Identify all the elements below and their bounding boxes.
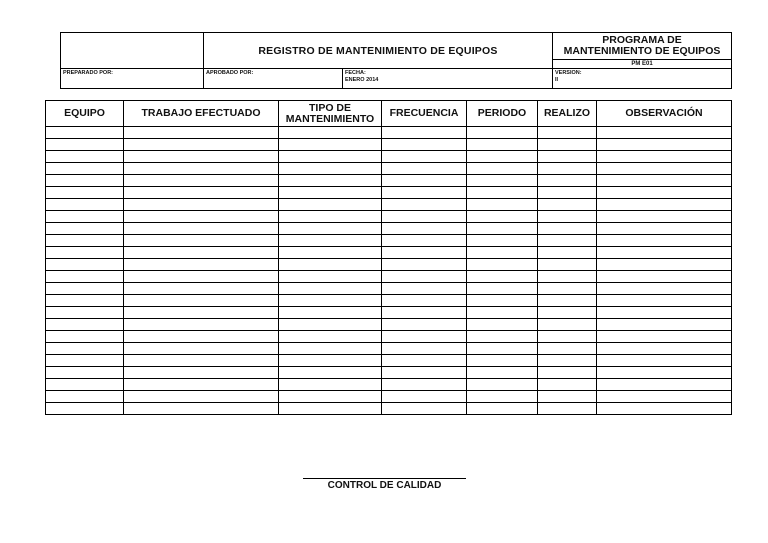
table-cell[interactable] <box>279 391 382 403</box>
table-cell[interactable] <box>382 187 467 199</box>
table-cell[interactable] <box>467 127 538 139</box>
table-cell[interactable] <box>382 259 467 271</box>
table-cell[interactable] <box>538 367 597 379</box>
table-cell[interactable] <box>538 247 597 259</box>
table-cell[interactable] <box>279 403 382 415</box>
version-label: VERSION: <box>555 70 582 76</box>
table-cell[interactable] <box>597 139 732 151</box>
table-cell[interactable] <box>124 127 279 139</box>
col-header-trabajo-efectuado: TRABAJO EFECTUADO <box>124 101 279 127</box>
table-row <box>46 391 732 403</box>
program-title <box>553 33 731 60</box>
table-cell[interactable] <box>597 367 732 379</box>
table-cell[interactable] <box>382 211 467 223</box>
table-cell[interactable] <box>538 259 597 271</box>
table-cell[interactable] <box>538 403 597 415</box>
table-row <box>46 331 732 343</box>
table-cell[interactable] <box>467 391 538 403</box>
col-header-tipo-line2: MANTENIMIENTO <box>285 112 375 125</box>
approved-by-field[interactable] <box>204 69 343 88</box>
table-cell[interactable] <box>382 403 467 415</box>
table-row <box>46 211 732 223</box>
table-cell[interactable] <box>467 355 538 367</box>
table-cell[interactable] <box>467 343 538 355</box>
table-cell[interactable] <box>46 283 124 295</box>
date-label: FECHA: <box>345 70 366 76</box>
table-cell[interactable] <box>46 199 124 211</box>
table-cell[interactable] <box>467 247 538 259</box>
table-cell[interactable] <box>46 235 124 247</box>
table-cell[interactable] <box>279 331 382 343</box>
table-cell[interactable] <box>467 271 538 283</box>
table-cell[interactable] <box>467 379 538 391</box>
table-cell[interactable] <box>46 403 124 415</box>
table-cell[interactable] <box>597 211 732 223</box>
table-cell[interactable] <box>124 343 279 355</box>
table-cell[interactable] <box>597 247 732 259</box>
table-cell[interactable] <box>46 259 124 271</box>
table-cell[interactable] <box>279 319 382 331</box>
table-cell[interactable] <box>279 199 382 211</box>
date-value: ENERO 2014 <box>345 77 379 83</box>
table-cell[interactable] <box>597 379 732 391</box>
table-cell[interactable] <box>597 319 732 331</box>
table-cell[interactable] <box>382 283 467 295</box>
signature-label: CONTROL DE CALIDAD <box>327 480 442 491</box>
table-cell[interactable] <box>467 139 538 151</box>
table-row <box>46 283 732 295</box>
table-cell[interactable] <box>46 151 124 163</box>
table-cell[interactable] <box>46 379 124 391</box>
prepared-by-label: PREPARADO POR: <box>63 70 114 76</box>
table-row <box>46 367 732 379</box>
table-cell[interactable] <box>597 199 732 211</box>
table-cell[interactable] <box>124 235 279 247</box>
table-cell[interactable] <box>124 271 279 283</box>
table-cell[interactable] <box>279 283 382 295</box>
table-cell[interactable] <box>538 391 597 403</box>
table-cell[interactable] <box>279 343 382 355</box>
table-row <box>46 175 732 187</box>
col-header-frecuencia: FRECUENCIA <box>382 101 467 127</box>
table-cell[interactable] <box>597 391 732 403</box>
table-cell[interactable] <box>382 139 467 151</box>
table-row <box>46 235 732 247</box>
table-cell[interactable] <box>597 331 732 343</box>
table-cell[interactable] <box>538 307 597 319</box>
table-cell[interactable] <box>597 343 732 355</box>
table-row <box>46 271 732 283</box>
maintenance-log-table <box>45 100 732 415</box>
logo-area <box>61 33 204 69</box>
table-cell[interactable] <box>467 307 538 319</box>
table-cell[interactable] <box>46 355 124 367</box>
table-row <box>46 139 732 151</box>
table-cell[interactable] <box>46 295 124 307</box>
table-cell[interactable] <box>597 175 732 187</box>
table-cell[interactable] <box>597 127 732 139</box>
table-cell[interactable] <box>538 319 597 331</box>
table-cell[interactable] <box>597 307 732 319</box>
table-cell[interactable] <box>538 295 597 307</box>
col-header-realizo: REALIZO <box>538 101 597 127</box>
table-cell[interactable] <box>597 151 732 163</box>
table-row <box>46 223 732 235</box>
table-cell[interactable] <box>382 127 467 139</box>
col-header-tipo-line1: TIPO DE <box>308 101 351 114</box>
table-cell[interactable] <box>597 235 732 247</box>
table-cell[interactable] <box>538 355 597 367</box>
table-cell[interactable] <box>382 307 467 319</box>
table-cell[interactable] <box>467 331 538 343</box>
table-cell[interactable] <box>538 139 597 151</box>
table-cell[interactable] <box>382 247 467 259</box>
table-cell[interactable] <box>124 163 279 175</box>
table-cell[interactable] <box>124 139 279 151</box>
table-cell[interactable] <box>46 223 124 235</box>
table-row <box>46 187 732 199</box>
table-cell[interactable] <box>124 283 279 295</box>
prepared-by-field[interactable] <box>61 69 204 88</box>
table-cell[interactable] <box>46 307 124 319</box>
table-cell[interactable] <box>124 379 279 391</box>
table-cell[interactable] <box>597 259 732 271</box>
table-cell[interactable] <box>46 271 124 283</box>
col-header-equipo: EQUIPO <box>46 101 124 127</box>
table-cell[interactable] <box>124 307 279 319</box>
table-cell[interactable] <box>124 211 279 223</box>
table-cell[interactable] <box>382 295 467 307</box>
table-cell[interactable] <box>597 271 732 283</box>
table-cell[interactable] <box>597 283 732 295</box>
table-cell[interactable] <box>279 367 382 379</box>
table-cell[interactable] <box>467 151 538 163</box>
table-cell[interactable] <box>124 247 279 259</box>
table-row <box>46 259 732 271</box>
table-cell[interactable] <box>46 343 124 355</box>
table-cell[interactable] <box>538 343 597 355</box>
table-row <box>46 319 732 331</box>
version-field <box>553 69 731 88</box>
table-cell[interactable] <box>279 175 382 187</box>
table-cell[interactable] <box>46 319 124 331</box>
table-cell[interactable] <box>46 247 124 259</box>
table-cell[interactable] <box>538 379 597 391</box>
table-row <box>46 127 732 139</box>
table-cell[interactable] <box>382 235 467 247</box>
signature-line <box>303 478 466 479</box>
table-cell[interactable] <box>467 295 538 307</box>
table-cell[interactable] <box>382 355 467 367</box>
table-cell[interactable] <box>467 187 538 199</box>
table-cell[interactable] <box>382 391 467 403</box>
table-row <box>46 355 732 367</box>
table-cell[interactable] <box>46 367 124 379</box>
table-row <box>46 199 732 211</box>
document-title: REGISTRO DE MANTENIMIENTO DE EQUIPOS <box>204 33 553 69</box>
table-cell[interactable] <box>382 175 467 187</box>
approved-by-label: APROBADO POR: <box>206 70 254 76</box>
table-cell[interactable] <box>279 247 382 259</box>
table-row <box>46 379 732 391</box>
table-cell[interactable] <box>124 391 279 403</box>
table-row <box>46 307 732 319</box>
table-cell[interactable] <box>279 163 382 175</box>
table-cell[interactable] <box>279 127 382 139</box>
table-cell[interactable] <box>467 211 538 223</box>
table-cell[interactable] <box>467 223 538 235</box>
table-cell[interactable] <box>382 319 467 331</box>
table-cell[interactable] <box>382 223 467 235</box>
table-cell[interactable] <box>538 163 597 175</box>
table-cell[interactable] <box>279 379 382 391</box>
table-cell[interactable] <box>597 223 732 235</box>
table-cell[interactable] <box>124 151 279 163</box>
date-field <box>343 69 553 88</box>
table-cell[interactable] <box>46 139 124 151</box>
table-row <box>46 295 732 307</box>
table-cell[interactable] <box>538 199 597 211</box>
table-cell[interactable] <box>467 283 538 295</box>
table-cell[interactable] <box>382 199 467 211</box>
table-cell[interactable] <box>279 307 382 319</box>
table-row <box>46 247 732 259</box>
table-cell[interactable] <box>46 391 124 403</box>
version-value: II <box>555 77 559 83</box>
table-body <box>46 127 732 415</box>
table-cell[interactable] <box>538 211 597 223</box>
table-row <box>46 403 732 415</box>
table-cell[interactable] <box>538 187 597 199</box>
table-cell[interactable] <box>124 331 279 343</box>
table-cell[interactable] <box>467 367 538 379</box>
col-header-periodo: PERIODO <box>467 101 538 127</box>
table-cell[interactable] <box>279 271 382 283</box>
table-row <box>46 151 732 163</box>
table-cell[interactable] <box>382 331 467 343</box>
table-cell[interactable] <box>124 403 279 415</box>
program-title-line1: PROGRAMA DE <box>602 34 682 46</box>
table-cell[interactable] <box>279 355 382 367</box>
table-cell[interactable] <box>279 295 382 307</box>
table-cell[interactable] <box>46 127 124 139</box>
col-header-tipo-mantenimiento <box>279 101 382 127</box>
table-cell[interactable] <box>382 271 467 283</box>
table-cell[interactable] <box>46 163 124 175</box>
table-cell[interactable] <box>597 403 732 415</box>
table-cell[interactable] <box>124 259 279 271</box>
table-cell[interactable] <box>538 175 597 187</box>
table-cell[interactable] <box>124 367 279 379</box>
table-cell[interactable] <box>279 223 382 235</box>
table-cell[interactable] <box>382 367 467 379</box>
table-cell[interactable] <box>279 187 382 199</box>
table-cell[interactable] <box>279 211 382 223</box>
table-cell[interactable] <box>467 319 538 331</box>
table-row <box>46 343 732 355</box>
table-cell[interactable] <box>538 283 597 295</box>
table-cell[interactable] <box>124 175 279 187</box>
table-cell[interactable] <box>538 235 597 247</box>
table-cell[interactable] <box>467 403 538 415</box>
document-header <box>60 32 732 89</box>
table-cell[interactable] <box>124 319 279 331</box>
table-cell[interactable] <box>538 331 597 343</box>
table-cell[interactable] <box>467 259 538 271</box>
table-cell[interactable] <box>467 199 538 211</box>
table-cell[interactable] <box>382 151 467 163</box>
table-cell[interactable] <box>124 295 279 307</box>
table-cell[interactable] <box>46 211 124 223</box>
table-cell[interactable] <box>124 199 279 211</box>
table-cell[interactable] <box>124 223 279 235</box>
table-cell[interactable] <box>46 175 124 187</box>
table-cell[interactable] <box>124 355 279 367</box>
table-cell[interactable] <box>279 259 382 271</box>
table-cell[interactable] <box>538 151 597 163</box>
table-cell[interactable] <box>597 295 732 307</box>
table-cell[interactable] <box>597 187 732 199</box>
table-cell[interactable] <box>467 235 538 247</box>
table-cell[interactable] <box>279 151 382 163</box>
table-cell[interactable] <box>382 343 467 355</box>
table-header-row <box>46 101 732 127</box>
col-header-observacion: OBSERVACIÓN <box>597 101 732 127</box>
table-cell[interactable] <box>279 139 382 151</box>
table-cell[interactable] <box>597 355 732 367</box>
table-cell[interactable] <box>467 163 538 175</box>
table-cell[interactable] <box>46 331 124 343</box>
table-row <box>46 163 732 175</box>
table-cell[interactable] <box>538 223 597 235</box>
program-title-line2: MANTENIMIENTO DE EQUIPOS <box>563 45 721 57</box>
table-cell[interactable] <box>382 379 467 391</box>
table-cell[interactable] <box>382 163 467 175</box>
document-code: PM E01 <box>553 60 731 69</box>
table-cell[interactable] <box>124 187 279 199</box>
table-cell[interactable] <box>279 235 382 247</box>
table-cell[interactable] <box>467 175 538 187</box>
table-cell[interactable] <box>46 187 124 199</box>
table-cell[interactable] <box>597 163 732 175</box>
table-cell[interactable] <box>538 271 597 283</box>
table-cell[interactable] <box>538 127 597 139</box>
